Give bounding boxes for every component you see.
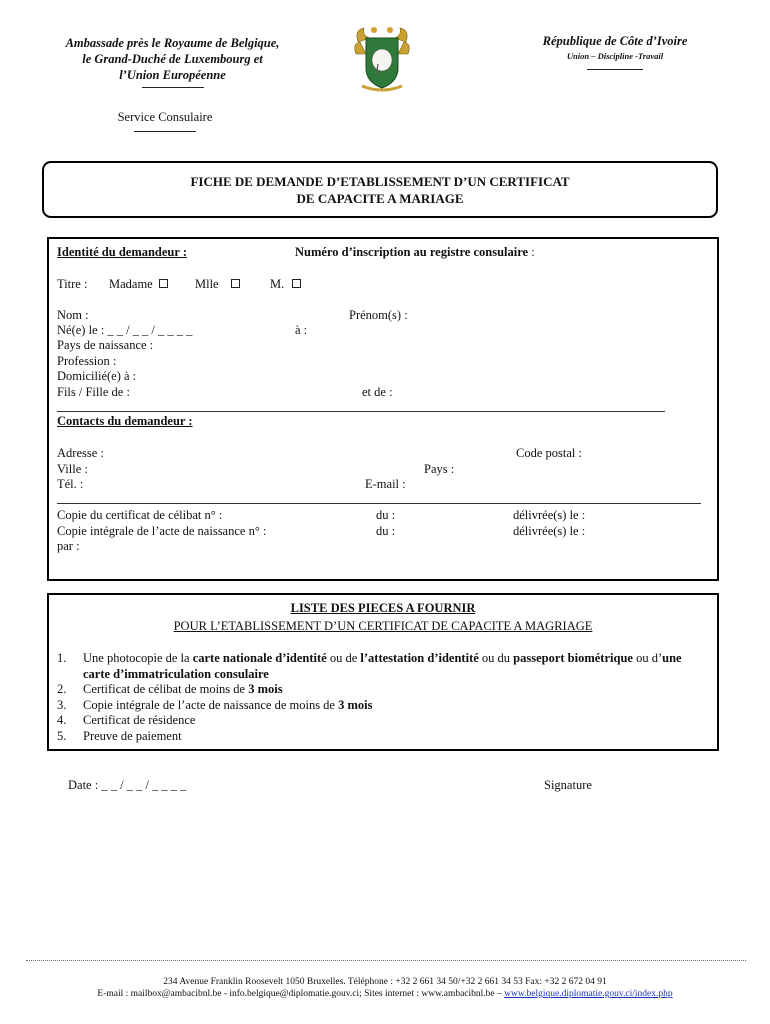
divider bbox=[57, 411, 665, 412]
identity-heading: Identité du demandeur : bbox=[57, 245, 187, 259]
footer-contacts-text: E-mail : mailbox@ambacibnl.be - info.belgique@diplomatie.gouv.ci; Sites internet : www.ambacibnl.be – bbox=[97, 989, 505, 999]
footer-divider bbox=[26, 960, 746, 961]
checkbox-madame[interactable] bbox=[159, 279, 168, 288]
birthdate-label: Né(e) le : _ _ / _ _ / _ _ _ _ bbox=[57, 323, 193, 337]
required-documents-box bbox=[47, 593, 719, 751]
form-title-line-1: FICHE DE DEMANDE D’ETABLISSEMENT D’UN CERTIFICAT bbox=[190, 174, 570, 189]
registration-number-label bbox=[295, 245, 535, 260]
divider bbox=[57, 503, 701, 504]
list-text-bold: 3 mois bbox=[338, 697, 373, 712]
list-number: 3. bbox=[57, 697, 67, 712]
title-option-mlle[interactable] bbox=[195, 277, 240, 292]
email-label: E-mail : bbox=[365, 477, 406, 491]
date-field-label: Date : _ _ / _ _ / _ _ _ _ bbox=[68, 778, 187, 792]
registration-number-colon: : bbox=[528, 245, 535, 259]
divider bbox=[142, 87, 204, 89]
form-title-box bbox=[42, 161, 718, 218]
national-motto: Union – Discipline -Travail bbox=[566, 51, 664, 61]
embassy-line-1: Ambassade près le Royaume de Belgique, bbox=[65, 36, 280, 50]
list-item bbox=[57, 713, 707, 729]
list-text: Certificat de résidence bbox=[83, 713, 196, 727]
consular-service-label: Service Consulaire bbox=[117, 110, 213, 124]
celibacy-copy-label: Copie du certificat de célibat n° : bbox=[57, 508, 223, 522]
list-item bbox=[57, 682, 707, 698]
list-item bbox=[57, 651, 707, 682]
signature-label: Signature bbox=[544, 778, 592, 792]
domicile-label: Domicilié(e) à : bbox=[57, 369, 137, 383]
issuer-label: par : bbox=[57, 539, 80, 553]
city-label: Ville : bbox=[57, 462, 88, 476]
address-label: Adresse : bbox=[57, 446, 104, 460]
title-option-label: M. bbox=[270, 277, 285, 291]
other-parent-label: et de : bbox=[362, 385, 393, 399]
list-text: Copie intégrale de l’acte de naissance de moins de bbox=[83, 697, 339, 712]
list-number: 4. bbox=[57, 713, 67, 727]
divider bbox=[134, 131, 196, 133]
list-text-bold: l’attestation d’identité bbox=[360, 651, 479, 665]
celibacy-issued-label: délivrée(s) le : bbox=[513, 508, 586, 522]
list-item bbox=[57, 729, 707, 745]
embassy-line-3: l’Union Européenne bbox=[119, 68, 226, 82]
list-text-bold: 3 mois bbox=[248, 682, 283, 696]
list-number: 5. bbox=[57, 728, 67, 743]
celibacy-date-label: du : bbox=[376, 508, 396, 522]
list-text: ou du bbox=[478, 651, 514, 665]
list-text: Certificat de célibat de moins de bbox=[83, 682, 249, 696]
firstname-label: Prénom(s) : bbox=[349, 308, 408, 322]
applicant-form bbox=[47, 237, 719, 581]
list-item bbox=[57, 698, 707, 714]
documents-subheading: POUR L’ETABLISSEMENT D’UN CERTIFICAT DE CAPACITE A MAGRIAGE bbox=[173, 619, 593, 633]
list-text-bold: une carte d’immatriculation consulaire bbox=[83, 651, 682, 681]
list-text: Une photocopie de la bbox=[83, 651, 193, 665]
list-number: 1. bbox=[57, 651, 67, 665]
profession-label: Profession : bbox=[57, 354, 117, 368]
phone-label: Tél. : bbox=[57, 477, 84, 491]
republic-name: République de Côte d’Ivoire bbox=[542, 34, 688, 48]
list-text-bold: passeport biométrique bbox=[513, 651, 633, 665]
documents-list bbox=[57, 651, 707, 744]
birth-copy-label: Copie intégrale de l’acte de naissance n° : bbox=[57, 524, 267, 538]
list-text: ou de bbox=[326, 651, 361, 665]
checkbox-mlle[interactable] bbox=[231, 279, 240, 288]
title-option-m[interactable] bbox=[270, 277, 301, 292]
name-label: Nom : bbox=[57, 308, 89, 322]
registration-number-text: Numéro d’inscription au registre consulaire bbox=[295, 245, 529, 259]
title-option-label: Mlle bbox=[195, 277, 219, 291]
footer-contacts bbox=[0, 988, 770, 1000]
checkbox-m[interactable] bbox=[292, 279, 301, 288]
birth-copy-issued-label: délivrée(s) le : bbox=[513, 524, 586, 538]
list-number: 2. bbox=[57, 682, 67, 696]
divider bbox=[587, 69, 643, 71]
parent-label: Fils / Fille de : bbox=[57, 385, 130, 399]
form-title-line-2: DE CAPACITE A MARIAGE bbox=[296, 191, 464, 206]
embassy-line-2: le Grand-Duché de Luxembourg et bbox=[82, 52, 263, 66]
country-label: Pays : bbox=[424, 462, 455, 476]
list-text: Preuve de paiement bbox=[83, 728, 182, 743]
title-label: Titre : bbox=[57, 277, 88, 291]
list-text-bold: carte nationale d’identité bbox=[192, 651, 327, 665]
contacts-heading: Contacts du demandeur : bbox=[57, 414, 193, 428]
title-option-label: Madame bbox=[109, 277, 153, 291]
republic-header bbox=[520, 34, 710, 71]
consular-service bbox=[100, 110, 230, 133]
coat-of-arms-icon bbox=[352, 24, 412, 96]
postal-code-label: Code postal : bbox=[516, 446, 582, 460]
footer-address: 234 Avenue Franklin Roosevelt 1050 Bruxelles. Téléphone : +32 2 661 34 50/+32 2 661 34 53 Fax: +32 2 672 04 91 bbox=[163, 977, 607, 987]
birth-country-label: Pays de naissance : bbox=[57, 338, 154, 352]
documents-heading: LISTE DES PIECES A FOURNIR bbox=[290, 601, 476, 615]
website-link[interactable]: www.belgique.diplomatie.gouv.ci/index.php bbox=[504, 989, 673, 999]
embassy-name bbox=[40, 35, 305, 89]
footer bbox=[0, 976, 770, 1000]
title-option-madame[interactable] bbox=[109, 277, 168, 292]
birth-copy-date-label: du : bbox=[376, 524, 396, 538]
list-text: ou d’ bbox=[632, 651, 663, 665]
birthplace-label: à : bbox=[295, 323, 308, 337]
